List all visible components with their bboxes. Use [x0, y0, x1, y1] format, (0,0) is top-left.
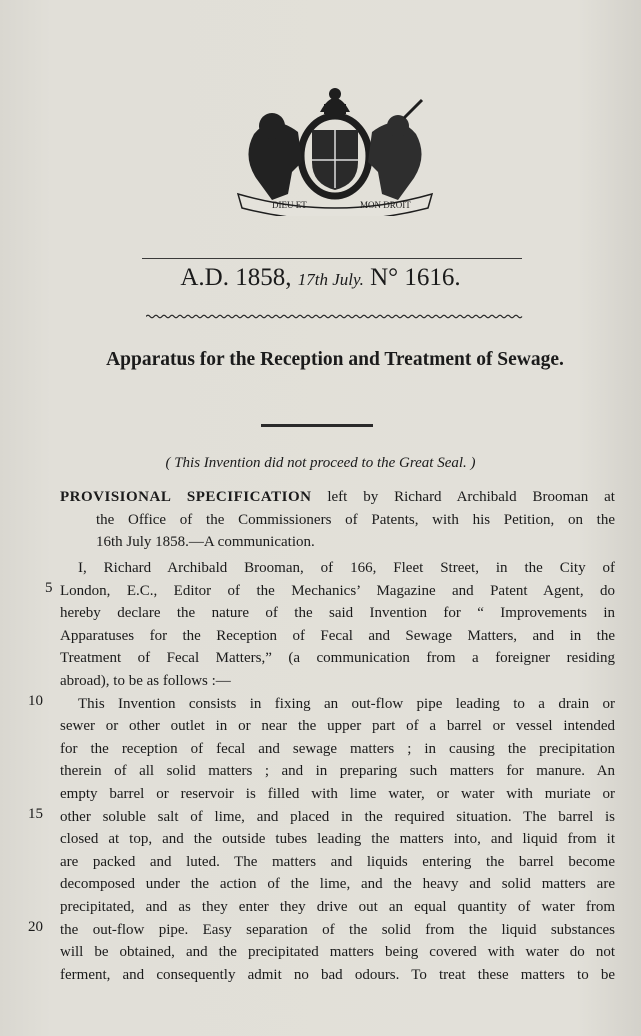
title-rule [261, 424, 373, 427]
body-line: London, E.C., Editor of the Mechanics’ Magazine and Patent Agent, do [60, 582, 615, 599]
header-ad: A.D. 1858, [180, 264, 292, 291]
provisional-line-1 [60, 486, 615, 509]
body-line: closed at top, and the outside tubes leading the matters into, and liquid from it [60, 831, 615, 848]
body-line: I, Richard Archibald Brooman, of 166, Fleet Street, in the City of [78, 560, 615, 576]
motto-right: MON DROIT [360, 200, 411, 210]
body-line: Treatment of Fecal Matters,” (a communication from a foreigner residing [60, 650, 615, 667]
provisional-specification [60, 486, 615, 554]
body-line: hereby declare the nature of the said Invention for “ Improvements in [60, 605, 615, 622]
provisional-line-2: the Office of the Commissioners of Patents, with his Petition, on the [96, 511, 615, 528]
body-line: ferment, and consequently admit no bad odours. To treat these matters to be [60, 966, 615, 983]
provisional-line-3: 16th July 1858.—A communication. [96, 534, 315, 551]
top-rule [142, 258, 522, 259]
body-line: sewer or other outlet in or near the upper part of a barrel or vessel intended [60, 718, 615, 735]
line-number-15: 15 [28, 806, 43, 822]
document-title: Apparatus for the Reception and Treatment of Sewage. [106, 349, 564, 370]
motto-left: DIEU ET [272, 200, 307, 210]
body-line: This Invention consists in fixing an out-flow pipe leading to a drain or [78, 695, 615, 712]
provisional-lead: PROVISIONAL SPECIFICATION [60, 489, 312, 505]
body-line: the out-flow pipe. Easy separation of the solid from the liquid substances [60, 921, 615, 938]
body-line: for the reception of fecal and sewage matters ; in causing the precipitation [60, 740, 615, 757]
body-line: abroad), to be as follows :— [60, 672, 231, 689]
body-line: Apparatuses for the Reception of Fecal and Sewage Matters, and in the [60, 627, 615, 644]
header-date: 17th July. [297, 270, 364, 289]
royal-coat-of-arms-icon [232, 82, 438, 216]
body-line: empty barrel or reservoir is filled with lime water, or water with muriate or [60, 785, 615, 802]
body-line: decomposed under the action of the lime, and the heavy and solid matters are [60, 876, 615, 893]
line-number-10: 10 [28, 693, 43, 709]
body-line: are packed and luted. The matters and liquids entering the barrel become [60, 853, 615, 870]
line-number-5: 5 [45, 580, 53, 596]
body-line: therein of all solid matters ; and in preparing such matters for manure. An [60, 763, 615, 780]
body-line: other soluble salt of lime, and placed in the required situation. The barrel is [60, 808, 615, 825]
line-number-20: 20 [28, 919, 43, 935]
seal-note: ( This Invention did not proceed to the Great Seal. ) [165, 455, 476, 471]
header-number: N° 1616. [370, 264, 461, 291]
body-text [60, 557, 615, 986]
provisional-line-1-text: left by Richard Archibald Brooman at [311, 489, 615, 505]
body-line: will be obtained, and the precipitated matters being covered with water do not [60, 944, 615, 961]
body-line: precipitated, and as they enter they drive out an equal quantity of water from [60, 898, 615, 915]
document-header [0, 264, 641, 292]
wavy-rule [146, 314, 524, 319]
